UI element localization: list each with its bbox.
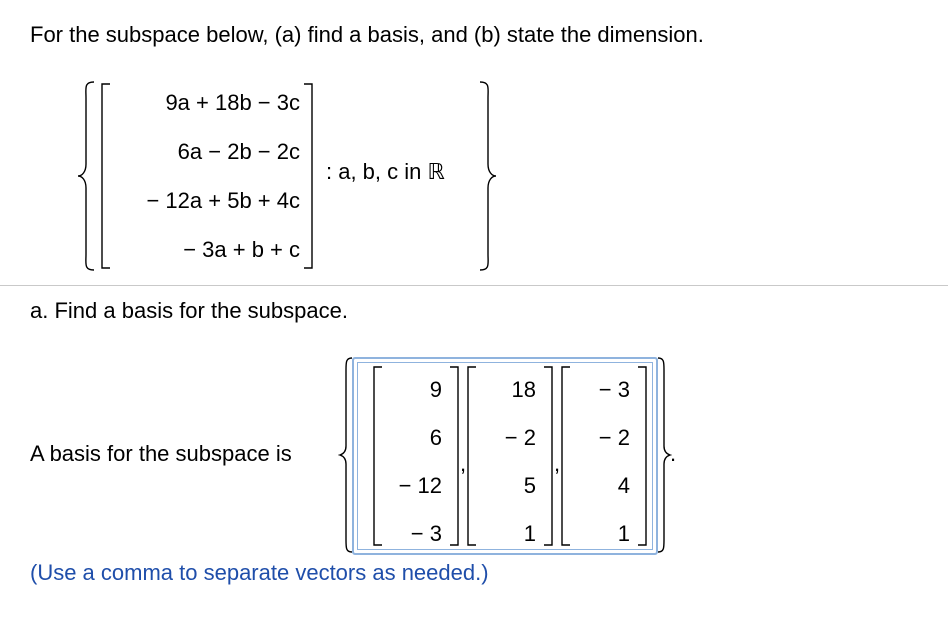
answer-end-punctuation: . <box>670 441 677 466</box>
set-entry-2: 6a − 2b − 2c <box>177 139 300 164</box>
vector-entry: 1 <box>617 521 630 546</box>
vector-entry: − 3 <box>410 521 442 546</box>
vector-entry: − 2 <box>598 425 630 450</box>
set-entry-4: − 3a + b + c <box>183 237 300 262</box>
vector-entry: − 3 <box>598 377 630 402</box>
set-vector-entries <box>118 90 300 270</box>
basis-answer-label: A basis for the subspace is <box>30 441 292 466</box>
vector-entry: 18 <box>511 377 536 402</box>
basis-vector-2 <box>478 377 536 546</box>
basis-answer-input[interactable] <box>352 357 658 555</box>
set-entry-3: − 12a + 5b + 4c <box>146 188 300 213</box>
vector-entry: 4 <box>617 473 630 498</box>
vector-separator: , <box>554 451 561 476</box>
vector-entry: 6 <box>429 425 442 450</box>
vector-entry: − 12 <box>398 473 442 498</box>
part-a-prompt: a. Find a basis for the subspace. <box>30 298 348 323</box>
section-divider <box>0 285 948 286</box>
vector-separator: , <box>460 451 467 476</box>
right-brace-icon <box>474 80 498 272</box>
vector-entry: − 2 <box>504 425 536 450</box>
basis-vector-1 <box>382 377 442 546</box>
set-entry-1: 9a + 18b − 3c <box>165 90 300 115</box>
left-brace-icon <box>76 80 100 272</box>
set-condition: : a, b, c in ℝ <box>326 159 445 184</box>
vector-entry: 9 <box>429 377 442 402</box>
vector-entry: 5 <box>523 473 536 498</box>
vector-entry: 1 <box>523 521 536 546</box>
basis-vector-3 <box>572 377 630 546</box>
question-text: For the subspace below, (a) find a basis, and (b) state the dimension. <box>30 22 704 47</box>
hint-text: (Use a comma to separate vectors as needed.) <box>30 560 489 585</box>
